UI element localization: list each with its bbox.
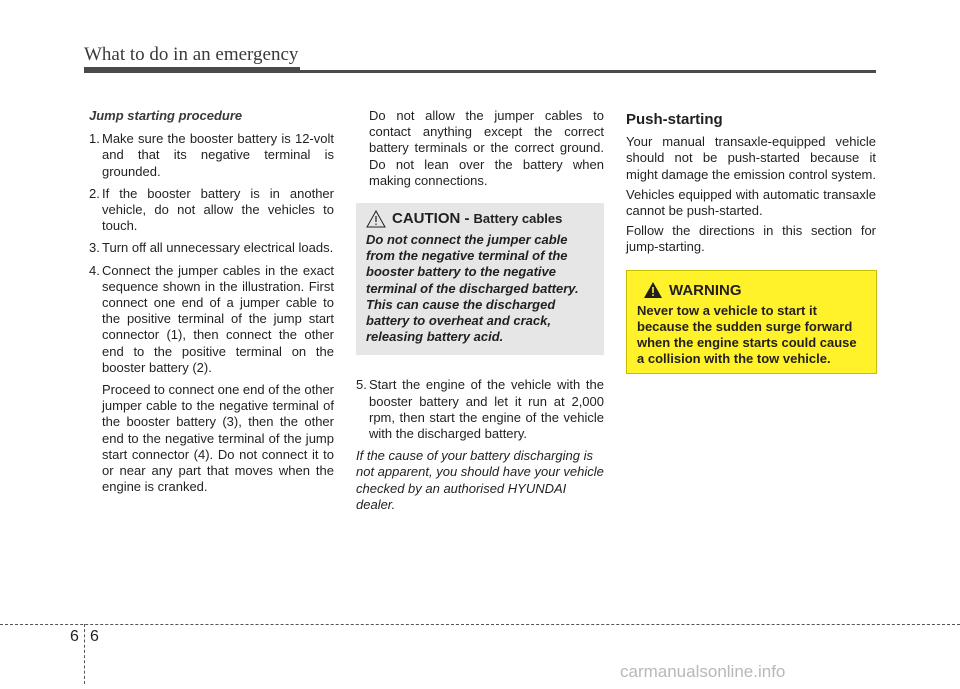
chapter-number: 6 (70, 628, 79, 645)
step-number: 4. (89, 262, 100, 278)
step-text: Make sure the booster battery is 12-volt and that its negative terminal is grounded. (102, 131, 334, 179)
step-number: 5. (356, 377, 367, 393)
step-number: 3. (89, 240, 100, 256)
column-cables (356, 108, 604, 513)
step-text: Connect the jumper cables in the exact sequence shown in the illustration. First connect one end of a jumper cable to the positive terminal of the jump start connector (1), then connect the other end to the positive terminal on the booster battery (2). (102, 262, 334, 375)
column-jump-start (89, 108, 334, 495)
caution-header (366, 210, 594, 228)
cables-paragraph: Do not allow the jumper cables to contact anything except the correct battery terminals or the correct ground. Do not lean over the battery when making connections. (369, 108, 604, 188)
page-header-title: What to do in an emergency (84, 44, 299, 65)
caution-subtitle: Battery cables (473, 210, 563, 226)
warning-title: WARNING (669, 281, 742, 299)
step-text: Turn off all unnecessary electrical loads. (102, 240, 334, 256)
warning-box (626, 270, 877, 374)
push-start-heading: Push-starting (626, 111, 723, 128)
caution-title: CAUTION - (392, 209, 470, 227)
warning-body: Never tow a vehicle to start it because the sudden surge forward when the engine starts could cause a collision with the tow vehicle. (637, 303, 857, 366)
footer-dashed-rule (0, 624, 960, 625)
list-item (356, 377, 604, 442)
push-start-paragraph: Follow the directions in this section for jump-starting. (626, 223, 876, 255)
list-item (89, 186, 334, 235)
connection-paragraph: Proceed to connect one end of the other jumper cable to the negative terminal of the booster battery (3), then the other end to the negative terminal of the jump start connector (4). Do not connect it to or near any part that moves when the engine is cranked. (102, 382, 335, 495)
step-number: 2. (89, 185, 100, 201)
caution-triangle-icon (366, 210, 388, 228)
column-push-start (626, 112, 876, 260)
caution-body: Do not connect the jumper cable from the negative terminal of the booster battery to the negative terminal of the discharged battery. This can cause the discharged battery to overheat and crack, releasing battery acid. (366, 232, 579, 345)
warning-triangle-icon (643, 281, 665, 299)
push-start-paragraph: Vehicles equipped with automatic transaxle cannot be push-started. (626, 186, 876, 219)
dealer-note: If the cause of your battery discharging is not apparent, you should have your vehicle checked by an authorised HYUNDAI dealer. (356, 448, 604, 512)
header-rule (84, 70, 876, 73)
caution-box (356, 203, 604, 355)
jump-start-subhead: Jump starting procedure (89, 108, 243, 123)
list-item (89, 131, 334, 180)
step-text: Start the engine of the vehicle with the booster battery and let it run at 2,000 rpm, then start the engine of the vehicle with the discharged battery. (369, 377, 604, 442)
step-text: If the booster battery is in another vehicle, do not allow the vehicles to touch. (102, 185, 334, 234)
page-number: 6 (90, 628, 99, 645)
watermark: carmanualsonline.info (620, 662, 786, 681)
push-start-paragraph: Your manual transaxle-equipped vehicle should not be push-started because it might damage the emission control system. (626, 134, 876, 182)
step-number: 1. (89, 131, 100, 147)
footer-dashed-divider (84, 624, 85, 684)
list-item (89, 263, 334, 376)
warning-header (637, 281, 866, 299)
list-item (89, 240, 334, 256)
